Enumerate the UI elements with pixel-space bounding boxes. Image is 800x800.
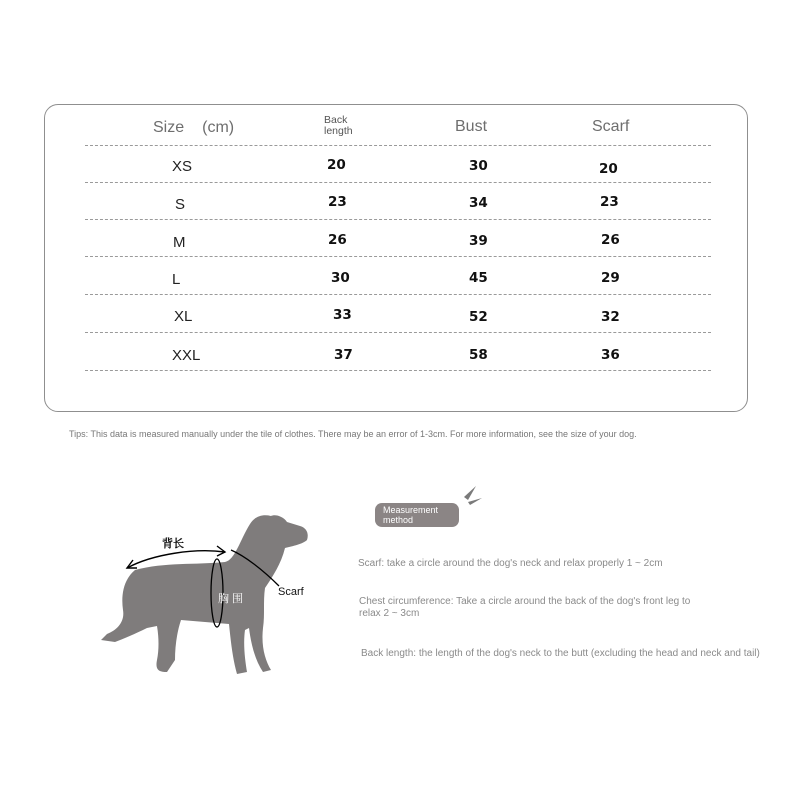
size-label: XL <box>174 308 193 325</box>
back-length-value: 30 <box>331 270 350 286</box>
bust-value: 58 <box>469 347 488 363</box>
scarf-description: Scarf: take a circle around the dog's neck and relax properly 1 ~ 2cm <box>358 558 663 569</box>
row-divider <box>85 145 711 146</box>
row-divider <box>85 294 711 295</box>
tips-note: Tips: This data is measured manually under the tile of clothes. There may be an error of 1-3cm. For more information, see the size of your dog. <box>69 429 637 439</box>
bust-value: 39 <box>469 233 488 249</box>
scarf-value: 20 <box>599 161 618 177</box>
back-length-value: 26 <box>328 232 347 248</box>
back-length-description: Back length: the length of the dog's neck to the butt (excluding the head and neck and tail) <box>361 648 760 659</box>
scarf-value: 36 <box>601 347 620 363</box>
scarf-value: 29 <box>601 270 620 286</box>
header-bust: Bust <box>455 118 488 135</box>
back-length-value: 33 <box>333 307 352 323</box>
row-divider <box>85 370 711 371</box>
back-length-value: 23 <box>328 194 347 210</box>
scarf-value: 26 <box>601 232 620 248</box>
header-unit: (cm) <box>202 119 235 136</box>
row-divider <box>85 219 711 220</box>
back-length-label: 背长 <box>162 538 184 550</box>
row-divider <box>85 256 711 257</box>
back-length-value: 37 <box>334 347 353 363</box>
row-divider <box>85 182 711 183</box>
row-divider <box>85 332 711 333</box>
dog-silhouette <box>101 515 308 674</box>
size-label: S <box>175 196 186 213</box>
bust-value: 30 <box>469 158 488 174</box>
scarf-value: 32 <box>601 309 620 325</box>
size-label: XXL <box>172 347 201 364</box>
bust-value: 52 <box>469 309 488 325</box>
size-label: L <box>172 271 181 288</box>
scarf-label: Scarf <box>278 586 304 598</box>
scarf-value: 23 <box>600 194 619 210</box>
header-back-length: Back length <box>324 114 353 137</box>
chest-label: 胸 围 <box>218 593 244 605</box>
chest-description: Chest circumference: Take a circle around the back of the dog's front leg to relax 2 ~ 3cm <box>359 596 691 619</box>
header-scarf: Scarf <box>592 118 630 135</box>
sparkle-icon <box>462 484 484 508</box>
bust-value: 45 <box>469 270 488 286</box>
size-label: M <box>173 234 186 251</box>
size-chart-table <box>44 104 748 412</box>
measurement-method-badge: Measurement method <box>375 503 459 527</box>
back-length-value: 20 <box>327 157 346 173</box>
size-label: XS <box>172 158 193 175</box>
header-size: Size (cm) <box>153 119 235 136</box>
bust-value: 34 <box>469 195 488 211</box>
